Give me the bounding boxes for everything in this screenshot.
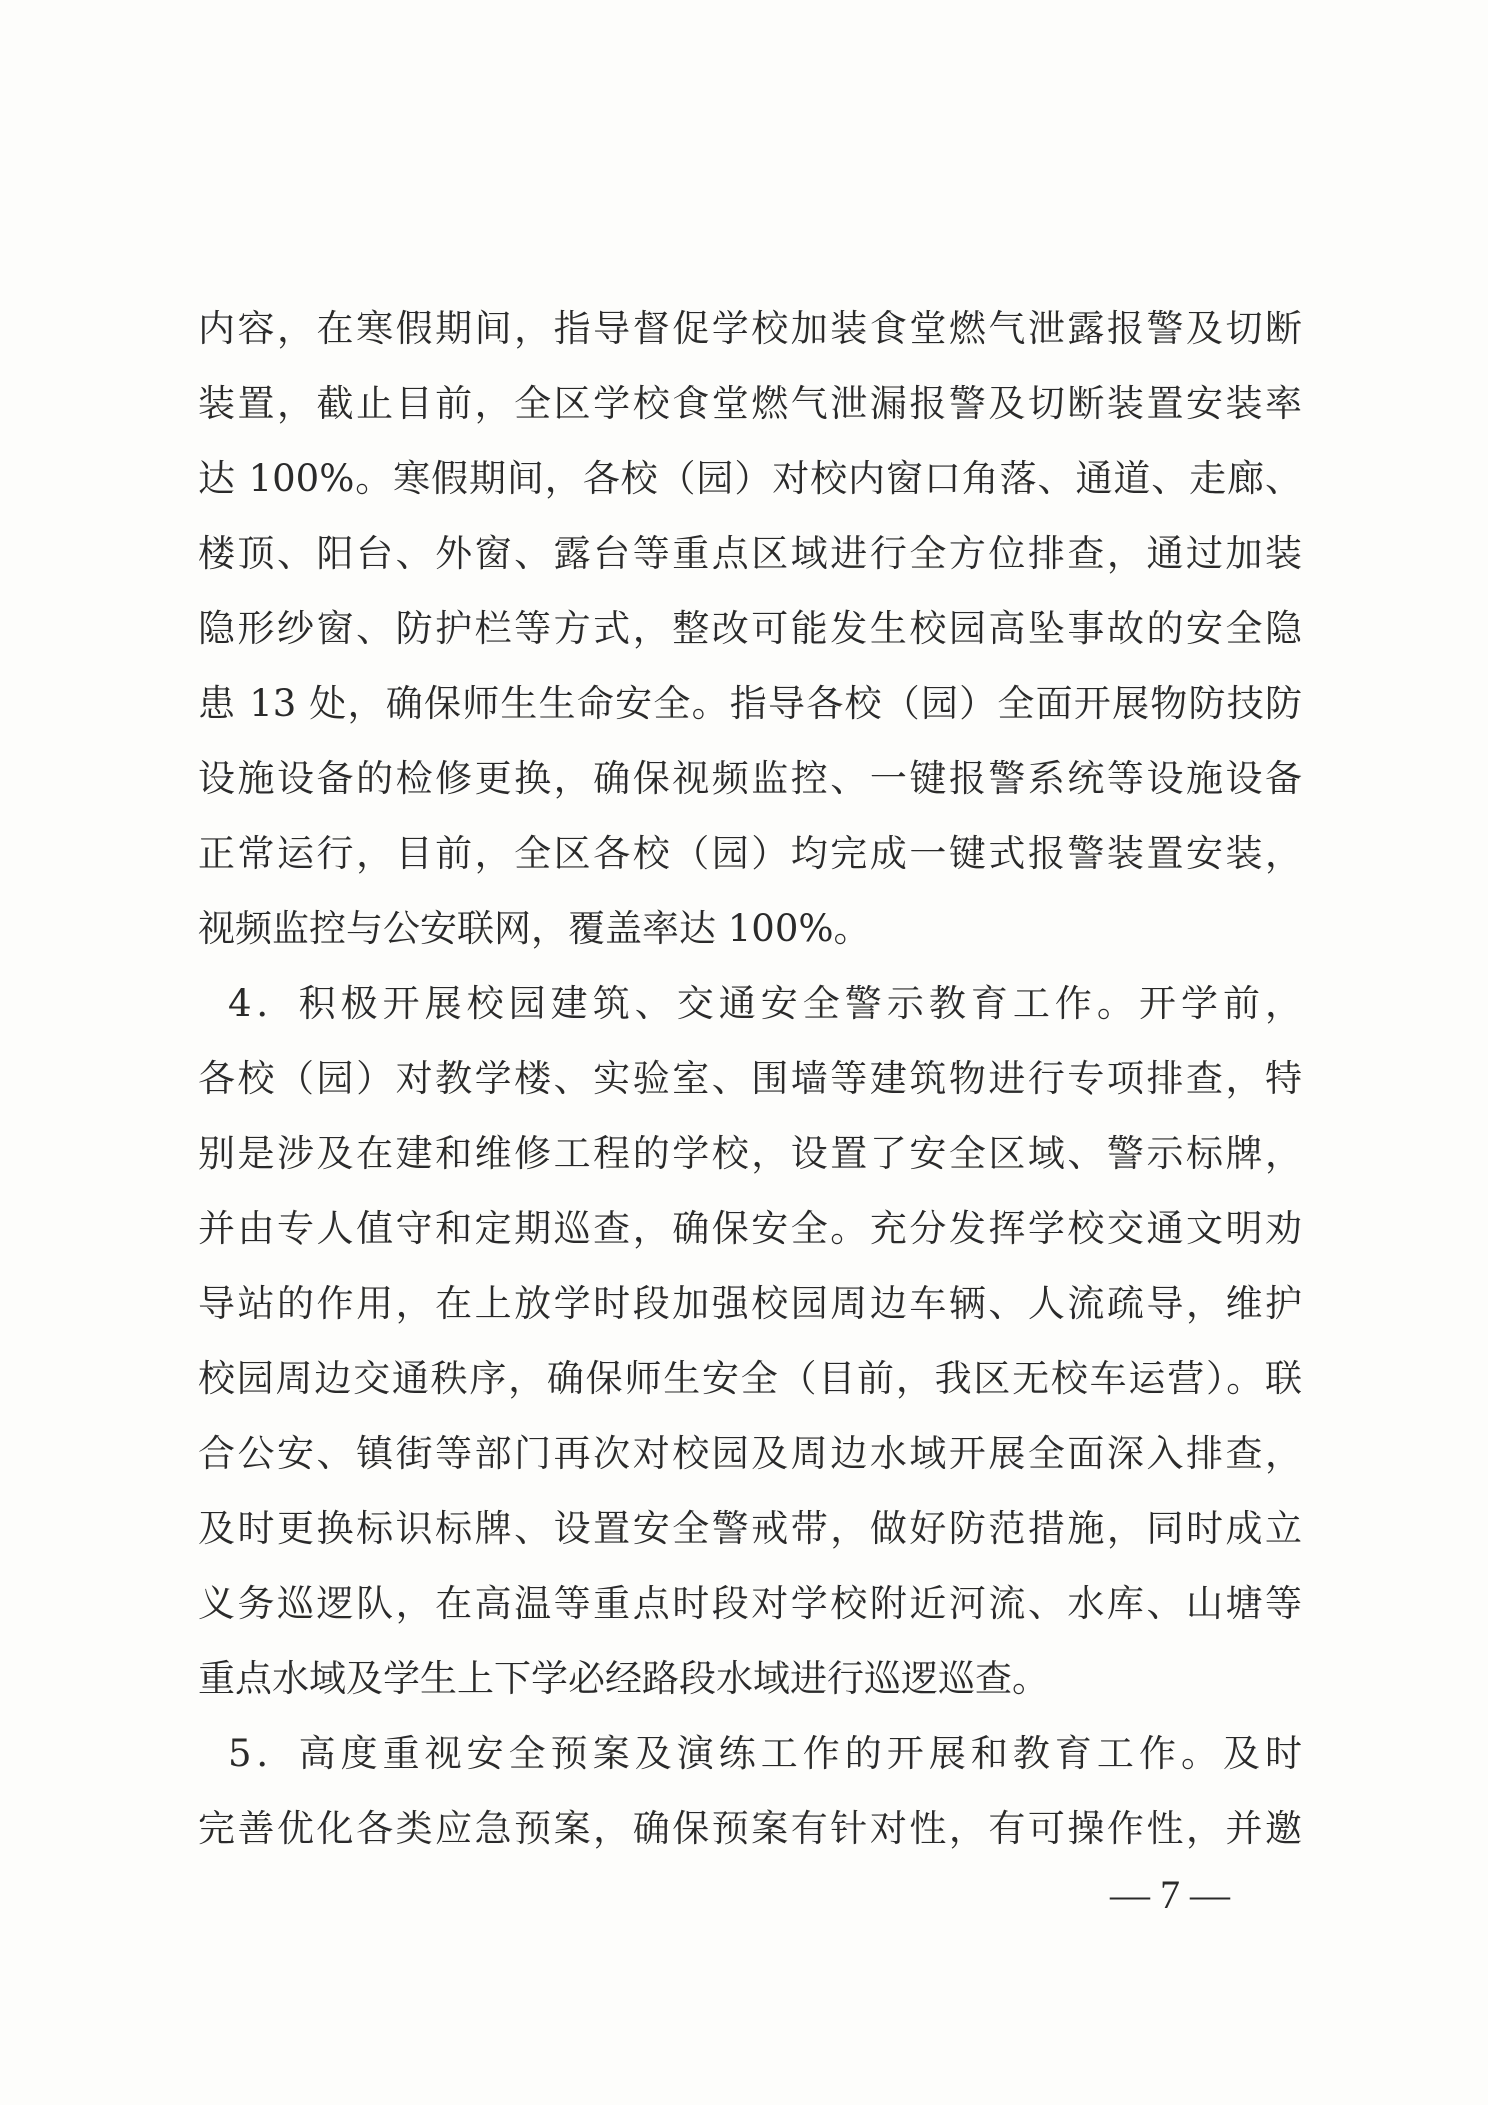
text-line: 达 100%。寒假期间，各校（园）对校内窗口角落、通道、走廊、 <box>198 457 1302 500</box>
text-line: 5．高度重视安全预案及演练工作的开展和教育工作。及时 <box>228 1732 1302 1775</box>
document-body <box>198 291 1302 1866</box>
text-line: 义务巡逻队，在高温等重点时段对学校附近河流、水库、山塘等 <box>198 1582 1302 1625</box>
text-line: 装置，截止目前，全区学校食堂燃气泄漏报警及切断装置安装率 <box>198 382 1302 425</box>
text-line: 内容，在寒假期间，指导督促学校加装食堂燃气泄露报警及切断 <box>198 307 1302 350</box>
text-line: 正常运行，目前，全区各校（园）均完成一键式报警装置安装， <box>198 832 1302 875</box>
text-line: 完善优化各类应急预案，确保预案有针对性，有可操作性，并邀 <box>198 1807 1302 1850</box>
text-line: 4．积极开展校园建筑、交通安全警示教育工作。开学前， <box>228 982 1302 1025</box>
text-line: 校园周边交通秩序，确保师生安全（目前，我区无校车运营）。联 <box>198 1357 1302 1400</box>
paragraph-item-4 <box>198 966 1302 1716</box>
text-line: 导站的作用，在上放学时段加强校园周边车辆、人流疏导，维护 <box>198 1282 1302 1325</box>
paragraph-safety-devices <box>198 291 1302 966</box>
page-number: — 7 — <box>1110 1872 1230 1917</box>
text-line: 患 13 处，确保师生生命安全。指导各校（园）全面开展物防技防 <box>198 682 1302 725</box>
text-line: 隐形纱窗、防护栏等方式，整改可能发生校园高坠事故的安全隐 <box>198 607 1302 650</box>
text-line: 并由专人值守和定期巡查，确保安全。充分发挥学校交通文明劝 <box>198 1207 1302 1250</box>
text-line: 及时更换标识标牌、设置安全警戒带，做好防范措施，同时成立 <box>198 1507 1302 1550</box>
text-line: 别是涉及在建和维修工程的学校，设置了安全区域、警示标牌， <box>198 1132 1302 1175</box>
text-line: 视频监控与公安联网，覆盖率达 100%。 <box>198 907 871 950</box>
text-line: 重点水域及学生上下学必经路段水域进行巡逻巡查。 <box>198 1657 1049 1700</box>
text-line: 楼顶、阳台、外窗、露台等重点区域进行全方位排查，通过加装 <box>198 532 1302 575</box>
paragraph-item-5 <box>198 1716 1302 1866</box>
text-line: 各校（园）对教学楼、实验室、围墙等建筑物进行专项排查，特 <box>198 1057 1302 1100</box>
text-line: 设施设备的检修更换，确保视频监控、一键报警系统等设施设备 <box>198 757 1302 800</box>
text-line: 合公安、镇街等部门再次对校园及周边水域开展全面深入排查， <box>198 1432 1302 1475</box>
